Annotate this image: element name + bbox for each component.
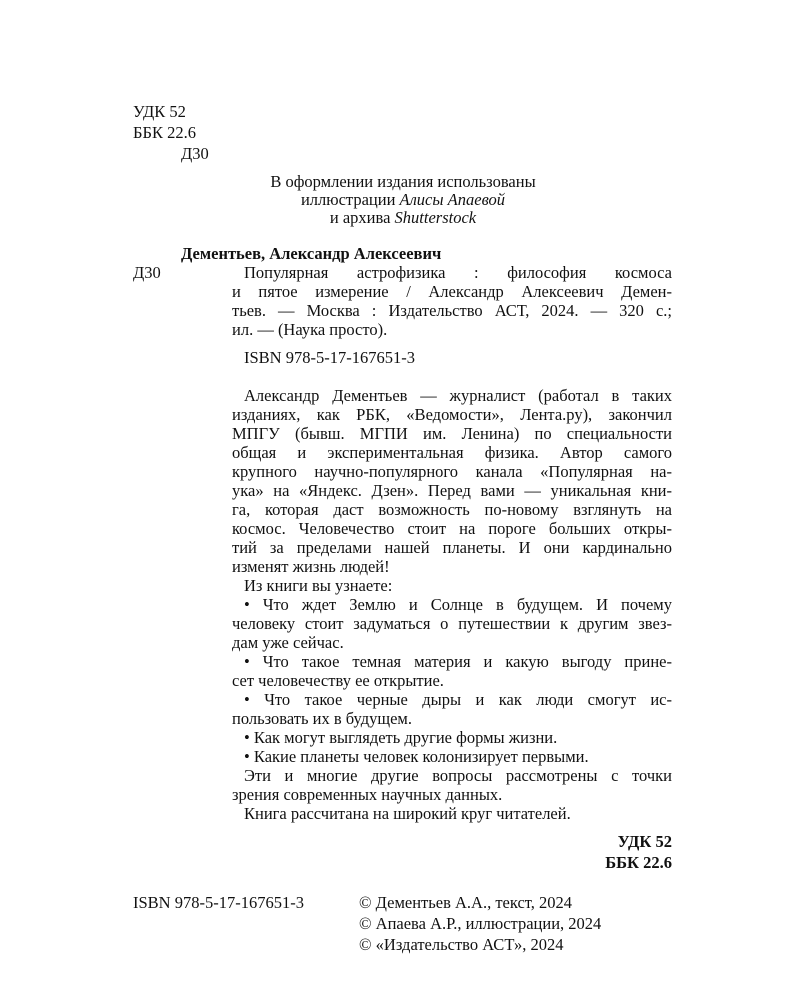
catalog-heading: Дементьев, Александр Алексеевич <box>181 244 442 263</box>
credits-line-1: В оформлении издания использованы <box>270 172 536 191</box>
copyright-line: © Дементьев А.А., текст, 2024 <box>359 893 573 912</box>
credits-line-3-text: и архива <box>329 208 395 227</box>
annotation-line: крупного научно-популярного канала «Популярная на- <box>232 462 672 481</box>
annotation-line: ука» на «Яндекс. Дзен». Перед вами — уникальная кни- <box>232 481 672 500</box>
annotation-line: сет человечеству ее открытие. <box>232 671 444 690</box>
credits-line-2-text: иллюстрации <box>300 190 400 209</box>
annotation-line: Александр Дементьев — журналист (работал в таких <box>244 386 672 405</box>
catalog-line: Популярная астрофизика : философия космоса <box>244 263 672 282</box>
credits-line-2 <box>133 190 673 209</box>
annotation-bullet: • Как могут выглядеть другие формы жизни. <box>244 728 558 747</box>
annotation-line: Книга рассчитана на широкий круг читателей. <box>244 804 571 823</box>
annotation-line: общая и экспериментальная физика. Автор самого <box>232 443 672 462</box>
annotation-line: Из книги вы узнаете: <box>244 576 393 595</box>
archive-name: Shutterstock <box>394 208 477 227</box>
annotation-bullet: • Что такое черные дыры и как люди смогут ис- <box>244 690 672 709</box>
udk-code: УДК 52 <box>133 102 186 121</box>
catalog-line: тьев. — Москва : Издательство АСТ, 2024. — 320 с.; <box>232 301 672 320</box>
annotation-line: пользовать их в будущем. <box>232 709 412 728</box>
author-mark: Д30 <box>181 144 209 163</box>
bbk-code: ББК 22.6 <box>133 123 196 142</box>
annotation-line: МПГУ (бывш. МГПИ им. Ленина) по специальности <box>232 424 672 443</box>
annotation-line: тий за пределами нашей планеты. И они кардинально <box>232 538 672 557</box>
credits-line-3 <box>133 208 673 227</box>
annotation-line: космос. Человечество стоит на пороге больших откры- <box>232 519 672 538</box>
annotation-bullet: • Что ждет Землю и Солнце в будущем. И почему <box>244 595 672 614</box>
annotation-line: дам уже сейчас. <box>232 633 344 652</box>
footer-udk: УДК 52 <box>617 832 672 851</box>
copyright-line: © Апаева А.Р., иллюстрации, 2024 <box>359 914 602 933</box>
catalog-line: ил. — (Наука просто). <box>232 320 388 339</box>
catalog-isbn: ISBN 978-5-17-167651-3 <box>244 348 415 367</box>
annotation-line: человеку стоит задуматься о путешествии к другим звез- <box>232 614 672 633</box>
copyright-line: © «Издательство АСТ», 2024 <box>359 935 564 954</box>
annotation-line: зрения современных научных данных. <box>232 785 503 804</box>
annotation-line: га, которая даст возможность по-новому взглянуть на <box>232 500 672 519</box>
annotation-bullet: • Что такое темная материя и какую выгоду прине- <box>244 652 672 671</box>
catalog-line: и пятое измерение / Александр Алексеевич Демен- <box>232 282 672 301</box>
annotation-line: Эти и многие другие вопросы рассмотрены с точки <box>244 766 672 785</box>
catalog-mark: Д30 <box>133 263 161 282</box>
annotation-line: изданиях, как РБК, «Ведомости», Лента.ру), закончил <box>232 405 672 424</box>
annotation-bullet: • Какие планеты человек колонизирует первыми. <box>244 747 589 766</box>
footer-bbk: ББК 22.6 <box>605 853 672 872</box>
annotation-line: изменят жизнь людей! <box>232 557 390 576</box>
illustrator-name: Алисы Апаевой <box>399 190 506 209</box>
footer-isbn: ISBN 978-5-17-167651-3 <box>133 893 304 912</box>
